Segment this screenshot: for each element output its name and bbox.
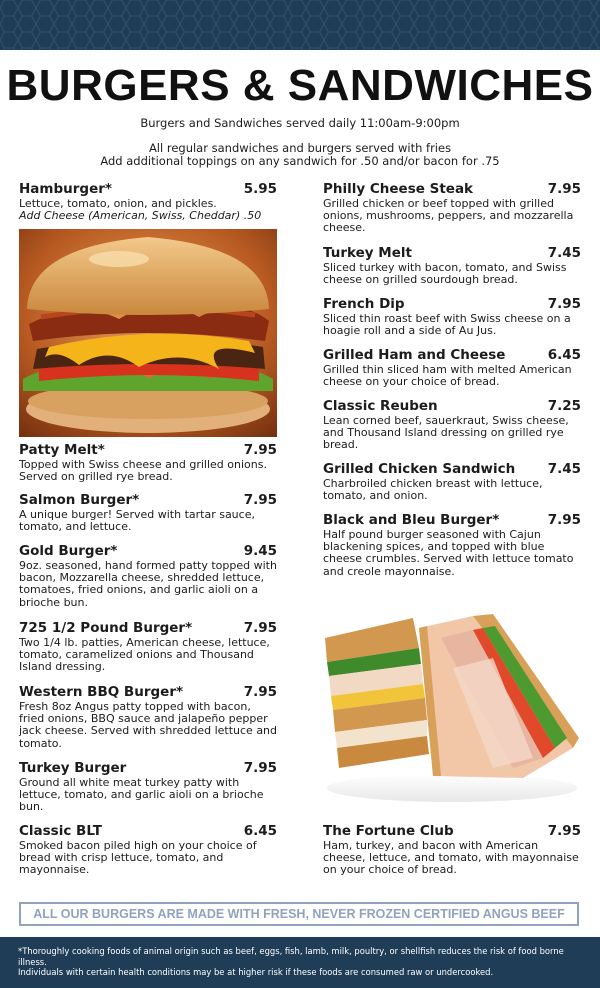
item-price: 7.95 bbox=[547, 824, 581, 839]
menu-note bbox=[0, 142, 600, 168]
menu-item bbox=[323, 182, 581, 235]
menu-item bbox=[19, 493, 277, 533]
item-description: Sliced thin roast beef with Swiss cheese on a hoagie roll and a side of Au Jus. bbox=[323, 312, 571, 338]
item-description: Sliced turkey with bacon, tomato, and Swiss cheese on grilled sourdough bread. bbox=[323, 261, 567, 287]
item-price: 6.45 bbox=[547, 348, 581, 363]
menu-item bbox=[19, 182, 277, 222]
item-name: Classic BLT bbox=[19, 824, 102, 839]
item-name: French Dip bbox=[323, 297, 405, 312]
menu-item bbox=[323, 246, 581, 286]
item-price: 7.95 bbox=[243, 761, 277, 776]
item-description: Lettuce, tomato, onion, and pickles. bbox=[19, 197, 217, 210]
menu-item bbox=[323, 824, 581, 877]
item-price: 6.45 bbox=[243, 824, 277, 839]
item-name: Salmon Burger* bbox=[19, 493, 140, 508]
item-price: 9.45 bbox=[243, 544, 277, 559]
menu-item bbox=[19, 824, 277, 877]
item-name: Hamburger* bbox=[19, 182, 112, 197]
disclaimer-line-2: Individuals with certain health conditions may be at higher risk if these foods are consumed raw or undercooked. bbox=[18, 967, 494, 977]
item-description: 9oz. seasoned, hand formed patty topped with bacon, Mozzarella cheese, shredded lettuce, tomatoes, fried onions, and garlic aioli on a brioche bun. bbox=[19, 559, 277, 609]
menu-item bbox=[323, 348, 581, 388]
header-pattern-band bbox=[0, 0, 600, 50]
menu-item bbox=[323, 297, 581, 337]
menu-item bbox=[323, 513, 581, 578]
item-name: The Fortune Club bbox=[323, 824, 454, 839]
item-description: Fresh 8oz Angus patty topped with bacon, fried onions, BBQ sauce and jalapeño pepper jack cheese. Served with shredded lettuce and tomato. bbox=[19, 700, 278, 750]
item-name: Grilled Chicken Sandwich bbox=[323, 462, 516, 477]
item-price: 7.95 bbox=[243, 443, 277, 458]
item-price: 7.45 bbox=[547, 246, 581, 261]
menu-item bbox=[19, 443, 277, 483]
item-name: Patty Melt* bbox=[19, 443, 105, 458]
item-description: Ham, turkey, and bacon with American cheese, lettuce, and tomato, with mayonnaise on your choice of bread. bbox=[323, 839, 579, 877]
item-description: Topped with Swiss cheese and grilled onions. Served on grilled rye bread. bbox=[19, 458, 267, 484]
item-description: Smoked bacon piled high on your choice of bread with crisp lettuce, tomato, and mayonnaise. bbox=[19, 839, 257, 877]
item-description: Two 1/4 lb. patties, American cheese, lettuce, tomato, caramelized onions and Thousand Island dressing. bbox=[19, 636, 270, 674]
item-description: Lean corned beef, sauerkraut, Swiss cheese, and Thousand Island dressing on grilled rye bread. bbox=[323, 414, 569, 452]
service-hours: Burgers and Sandwiches served daily 11:00am-9:00pm bbox=[140, 116, 460, 130]
menu-item bbox=[323, 399, 581, 452]
item-name: Philly Cheese Steak bbox=[323, 182, 474, 197]
club-sandwich-photo bbox=[323, 608, 581, 808]
item-description: Half pound burger seasoned with Cajun blackening spices, and topped with blue cheese crumbles. Served with lettuce tomato and creole mayonnaise. bbox=[323, 528, 574, 578]
item-name: 725 1/2 Pound Burger* bbox=[19, 621, 193, 636]
footer-disclaimer bbox=[0, 937, 600, 988]
item-description: Charbroiled chicken breast with lettuce, tomato, and onion. bbox=[323, 477, 543, 503]
item-name: Classic Reuben bbox=[323, 399, 438, 414]
item-description: Grilled chicken or beef topped with grilled onions, mushrooms, peppers, and mozzarella cheese. bbox=[323, 197, 574, 235]
page-title: BURGERS & SANDWICHES bbox=[6, 61, 594, 110]
item-name: Turkey Burger bbox=[19, 761, 127, 776]
angus-beef-banner: ALL OUR BURGERS ARE MADE WITH FRESH, NEVER FROZEN CERTIFIED ANGUS BEEF bbox=[19, 902, 579, 926]
item-name: Turkey Melt bbox=[323, 246, 412, 261]
item-description: Grilled thin sliced ham with melted American cheese on your choice of bread. bbox=[323, 363, 572, 389]
item-price: 7.95 bbox=[243, 685, 277, 700]
item-description: A unique burger! Served with tartar sauce, tomato, and lettuce. bbox=[19, 508, 255, 534]
item-price: 7.95 bbox=[547, 513, 581, 528]
item-name: Gold Burger* bbox=[19, 544, 118, 559]
menu-item bbox=[19, 544, 277, 609]
item-description: Ground all white meat turkey patty with lettuce, tomato, and garlic aioli on a brioche bun. bbox=[19, 776, 264, 814]
note-line-toppings: Add additional toppings on any sandwich for .50 and/or bacon for .75 bbox=[100, 154, 500, 168]
item-name: Grilled Ham and Cheese bbox=[323, 348, 506, 363]
disclaimer-line-1: *Thoroughly cooking foods of animal origin such as beef, eggs, fish, lamb, milk, poultry, or shellfish reduces the risk of food borne illness. bbox=[18, 946, 564, 967]
menu-item bbox=[323, 462, 581, 502]
item-price: 5.95 bbox=[243, 182, 277, 197]
item-price: 7.95 bbox=[243, 621, 277, 636]
note-line-fries: All regular sandwiches and burgers served with fries bbox=[148, 141, 452, 155]
item-price: 7.25 bbox=[547, 399, 581, 414]
item-name: Western BBQ Burger* bbox=[19, 685, 184, 700]
item-addon: Add Cheese (American, Swiss, Cheddar) .50 bbox=[19, 209, 262, 223]
burger-photo bbox=[19, 229, 277, 437]
item-price: 7.95 bbox=[547, 297, 581, 312]
menu-item bbox=[19, 761, 277, 814]
item-price: 7.45 bbox=[547, 462, 581, 477]
menu-item bbox=[19, 621, 277, 674]
menu-item bbox=[19, 685, 277, 750]
item-price: 7.95 bbox=[547, 182, 581, 197]
item-name: Black and Bleu Burger* bbox=[323, 513, 500, 528]
item-price: 7.95 bbox=[243, 493, 277, 508]
